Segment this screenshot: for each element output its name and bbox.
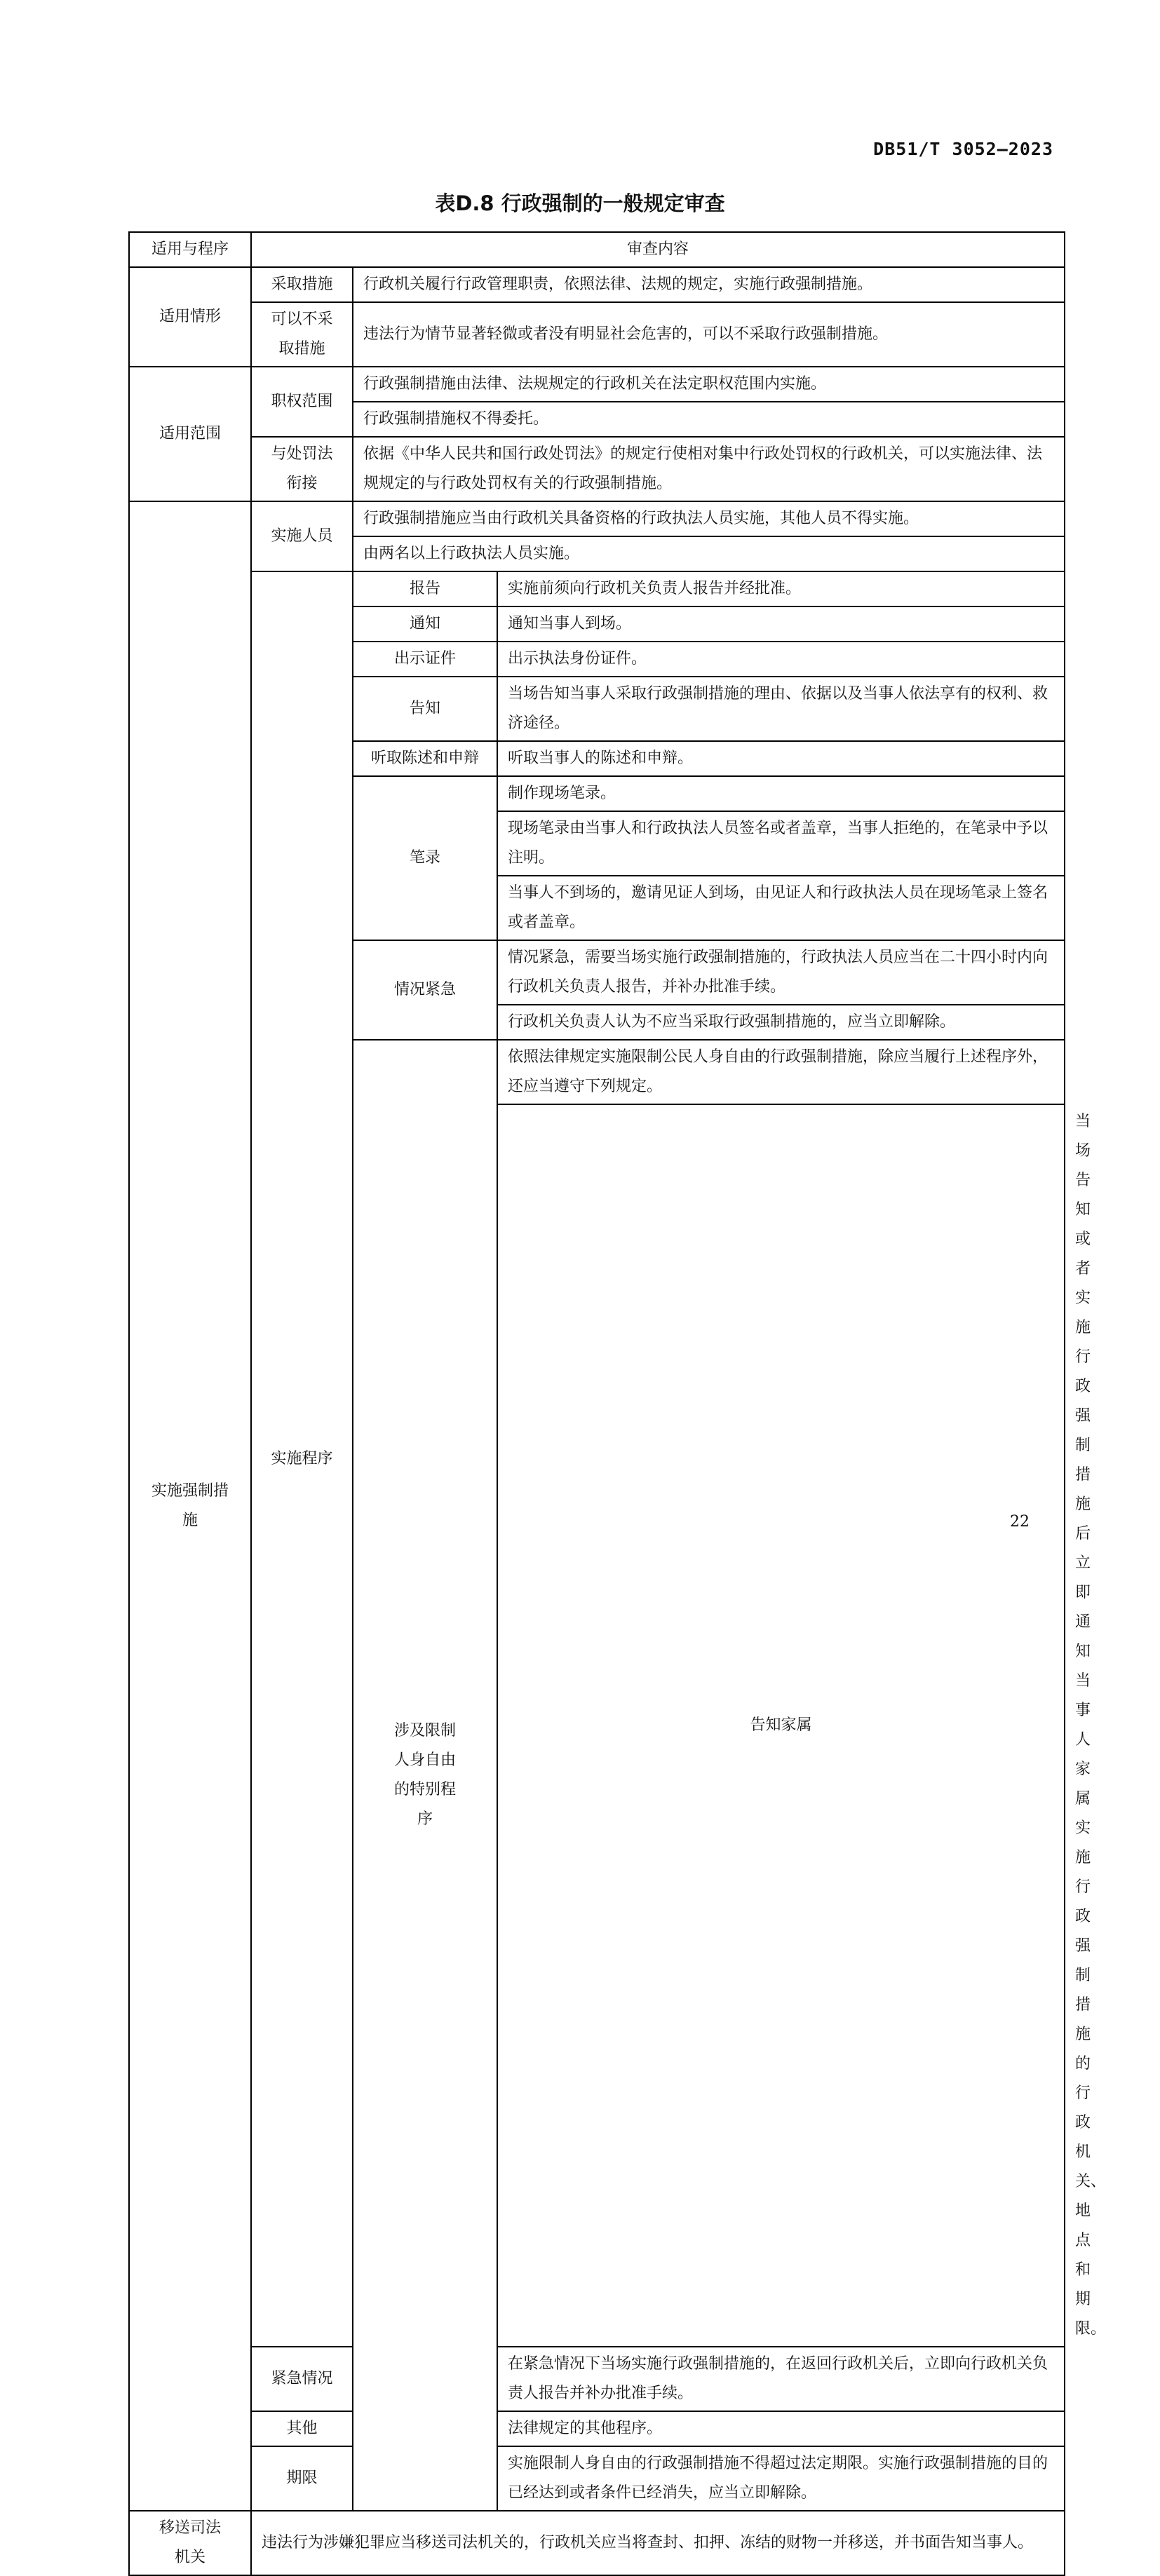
step-text: 依照法律规定实施限制公民人身自由的行政强制措施，除应当履行上述程序外，还应当遵守下列规定。 (497, 1040, 1065, 1104)
table-row (129, 2511, 1065, 2575)
item-label: 与处罚法 衔接 (251, 437, 353, 501)
header-row (129, 232, 1065, 267)
item-label: 职权范围 (251, 367, 353, 437)
item-text: 由两名以上行政执法人员实施。 (353, 536, 1065, 571)
standard-code: DB51/T 3052—2023 (873, 139, 1053, 159)
item-text: 违法行为情节显著轻微或者没有明显社会危害的，可以不采取行政强制措施。 (353, 302, 1065, 367)
table-row (129, 2446, 1065, 2511)
step-label: 告知家属 (497, 1104, 1065, 2347)
item-label: 涉及限制 人身自由 的特别程 序 (353, 1040, 497, 2511)
step-label: 情况紧急 (353, 940, 497, 1040)
table-row (129, 2347, 1065, 2411)
step-label: 通知 (353, 606, 497, 642)
step-text: 当场告知当事人采取行政强制措施的理由、依据以及当事人依法享有的权利、救济途径。 (497, 677, 1065, 741)
category-implement: 实施强制措 施 (129, 501, 251, 2511)
step-text: 实施前须向行政机关负责人报告并经批准。 (497, 571, 1065, 606)
table-row (129, 501, 1065, 536)
header-content: 审查内容 (251, 232, 1065, 267)
step-text: 听取当事人的陈述和申辩。 (497, 741, 1065, 776)
step-label: 报告 (353, 571, 497, 606)
step-text: 在紧急情况下当场实施行政强制措施的，在返回行政机关后，立即向行政机关负责人报告并补办批准手续。 (497, 2347, 1065, 2411)
table-row (129, 2411, 1065, 2446)
page-number: 22 (1010, 1513, 1030, 1531)
step-label: 紧急情况 (251, 2347, 353, 2411)
step-text: 情况紧急，需要当场实施行政强制措施的，行政执法人员应当在二十四小时内向行政机关负责人报告，并补办批准手续。 (497, 940, 1065, 1005)
step-text: 实施限制人身自由的行政强制措施不得超过法定期限。实施行政强制措施的目的已经达到或者条件已经消失，应当立即解除。 (497, 2446, 1065, 2511)
step-label: 出示证件 (353, 642, 497, 677)
item-text: 违法行为涉嫌犯罪应当移送司法机关的，行政机关应当将查封、扣押、冻结的财物一并移送，并书面告知当事人。 (251, 2511, 1065, 2575)
table-title: 表D.8 行政强制的一般规定审查 (435, 191, 725, 215)
item-label: 实施程序 (251, 571, 353, 2347)
step-text: 制作现场笔录。 (497, 776, 1065, 811)
item-label: 可以不采 取措施 (251, 302, 353, 367)
item-text: 行政强制措施应当由行政机关具备资格的行政执法人员实施，其他人员不得实施。 (353, 501, 1065, 536)
step-label: 期限 (251, 2446, 353, 2511)
table-row (129, 302, 1065, 367)
table-row (129, 571, 1065, 606)
review-table (128, 231, 1107, 2576)
step-label: 笔录 (353, 776, 497, 940)
table-row (129, 437, 1065, 501)
step-text: 行政机关负责人认为不应当采取行政强制措施的，应当立即解除。 (497, 1005, 1065, 1040)
step-text: 当事人不到场的，邀请见证人到场，由见证人和行政执法人员在现场笔录上签名或者盖章。 (497, 876, 1065, 940)
step-label: 听取陈述和申辩 (353, 741, 497, 776)
header-scope: 适用与程序 (129, 232, 251, 267)
step-label: 告知 (353, 677, 497, 741)
step-label: 其他 (251, 2411, 353, 2446)
table-row: 告知家属 当场告知或者实施行政强制措施后立即通知当事人家属实施行政强制措施的行政机关、地点和期限。 (129, 1104, 1065, 2347)
item-label: 采取措施 (251, 267, 353, 302)
step-text: 现场笔录由当事人和行政执法人员签名或者盖章，当事人拒绝的，在笔录中予以注明。 (497, 811, 1065, 876)
table-row (129, 367, 1065, 402)
item-text: 行政强制措施由法律、法规规定的行政机关在法定职权范围内实施。 (353, 367, 1065, 402)
item-text: 行政机关履行行政管理职责，依照法律、法规的规定，实施行政强制措施。 (353, 267, 1065, 302)
item-label: 实施人员 (251, 501, 353, 571)
category-scope: 适用范围 (129, 367, 251, 501)
category-transfer: 移送司法 机关 (129, 2511, 251, 2575)
item-text: 依据《中华人民共和国行政处罚法》的规定行使相对集中行政处罚权的行政机关，可以实施法律、法规规定的与行政处罚权有关的行政强制措施。 (353, 437, 1065, 501)
item-text: 行政强制措施权不得委托。 (353, 402, 1065, 437)
table-row (129, 267, 1065, 302)
step-text: 法律规定的其他程序。 (497, 2411, 1065, 2446)
category-applicable: 适用情形 (129, 267, 251, 367)
step-text: 通知当事人到场。 (497, 606, 1065, 642)
step-text: 出示执法身份证件。 (497, 642, 1065, 677)
